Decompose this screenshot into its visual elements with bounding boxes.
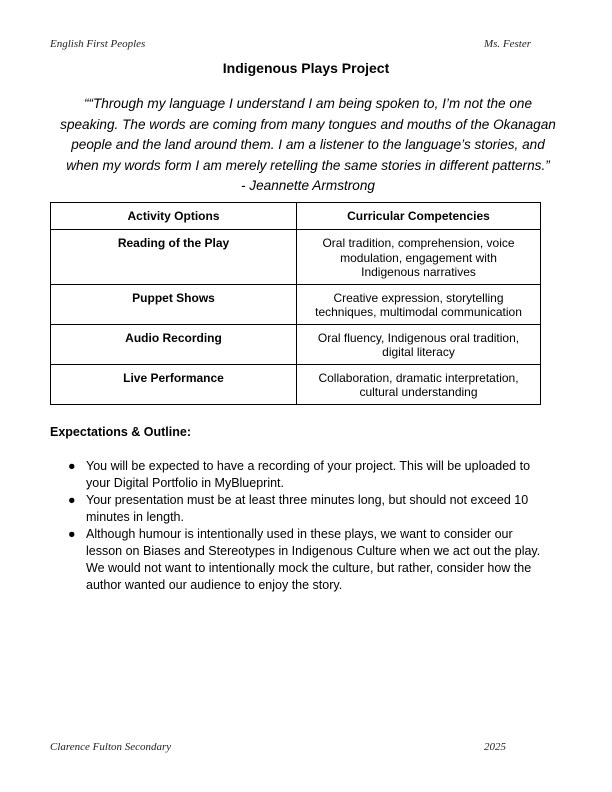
table-row bbox=[51, 364, 541, 404]
list-item-line: Your presentation must be at least three minutes long, but should not exceed 10 bbox=[86, 493, 529, 507]
list-item-line: author wanted our audience to enjoy the story. bbox=[86, 578, 343, 592]
competencies-line: cultural understanding bbox=[359, 385, 478, 399]
quote-attribution: - Jeannette Armstrong bbox=[241, 178, 375, 193]
list-item bbox=[50, 526, 562, 594]
activity-cell: Puppet Shows bbox=[51, 284, 297, 324]
bullet-icon: ● bbox=[68, 527, 76, 541]
quote-line: people and the land around them. I am a listener to the language’s stories, and bbox=[71, 137, 545, 152]
list-item-line: minutes in length. bbox=[86, 510, 184, 524]
table-row bbox=[51, 284, 541, 324]
competencies-line: Oral tradition, comprehension, voice bbox=[322, 236, 515, 250]
activity-cell: Live Performance bbox=[51, 364, 297, 404]
footer-year: 2025 bbox=[484, 741, 506, 753]
section-heading: Expectations & Outline: bbox=[50, 425, 191, 439]
table-header-competencies: Curricular Competencies bbox=[297, 203, 541, 230]
table-row bbox=[51, 230, 541, 285]
expectations-list bbox=[50, 458, 562, 594]
competencies-cell bbox=[297, 324, 541, 364]
competencies-cell bbox=[297, 230, 541, 285]
list-item-line: lesson on Biases and Stereotypes in Indigenous Culture when we act out the play. bbox=[86, 544, 541, 558]
activity-options-table bbox=[50, 202, 541, 405]
header-teacher: Ms. Fester bbox=[483, 38, 531, 50]
bullet-icon: ● bbox=[68, 493, 76, 507]
list-item bbox=[50, 492, 562, 526]
list-item bbox=[50, 458, 562, 492]
bullet-icon: ● bbox=[68, 459, 76, 473]
competencies-line: modulation, engagement with bbox=[340, 250, 497, 265]
competencies-cell bbox=[297, 284, 541, 324]
list-item-line: Although humour is intentionally used in these plays, we want to consider our bbox=[86, 527, 513, 541]
header-course: English First Peoples bbox=[50, 38, 146, 50]
competencies-line: digital literacy bbox=[382, 345, 455, 359]
list-item-line: You will be expected to have a recording of your project. This will be uploaded to bbox=[86, 459, 531, 473]
table-header-row bbox=[51, 203, 541, 230]
activity-cell: Reading of the Play bbox=[51, 230, 297, 285]
competencies-line: Creative expression, storytelling bbox=[333, 290, 504, 305]
activity-cell: Audio Recording bbox=[51, 324, 297, 364]
competencies-line: techniques, multimodal communication bbox=[315, 305, 522, 319]
quote-line: ““Through my language I understand I am being spoken to, I’m not the one bbox=[83, 96, 533, 111]
list-item-line: your Digital Portfolio in MyBlueprint. bbox=[86, 476, 284, 490]
page-title: Indigenous Plays Project bbox=[222, 60, 390, 76]
table-header-activity: Activity Options bbox=[51, 203, 297, 230]
epigraph-quote bbox=[50, 94, 566, 197]
competencies-line: Indigenous narratives bbox=[361, 265, 476, 279]
footer-school: Clarence Fulton Secondary bbox=[50, 741, 172, 753]
competencies-cell bbox=[297, 364, 541, 404]
competencies-line: Collaboration, dramatic interpretation, bbox=[318, 370, 519, 385]
quote-line: speaking. The words are coming from many tongues and mouths of the Okanagan bbox=[60, 116, 556, 132]
quote-line: when my words form I am merely retelling the same stories in different patterns.” bbox=[66, 157, 550, 173]
list-item-line: We would not want to intentionally mock the culture, but rather, consider how the bbox=[86, 561, 532, 575]
table-row bbox=[51, 324, 541, 364]
competencies-line: Oral fluency, Indigenous oral tradition, bbox=[317, 330, 520, 345]
